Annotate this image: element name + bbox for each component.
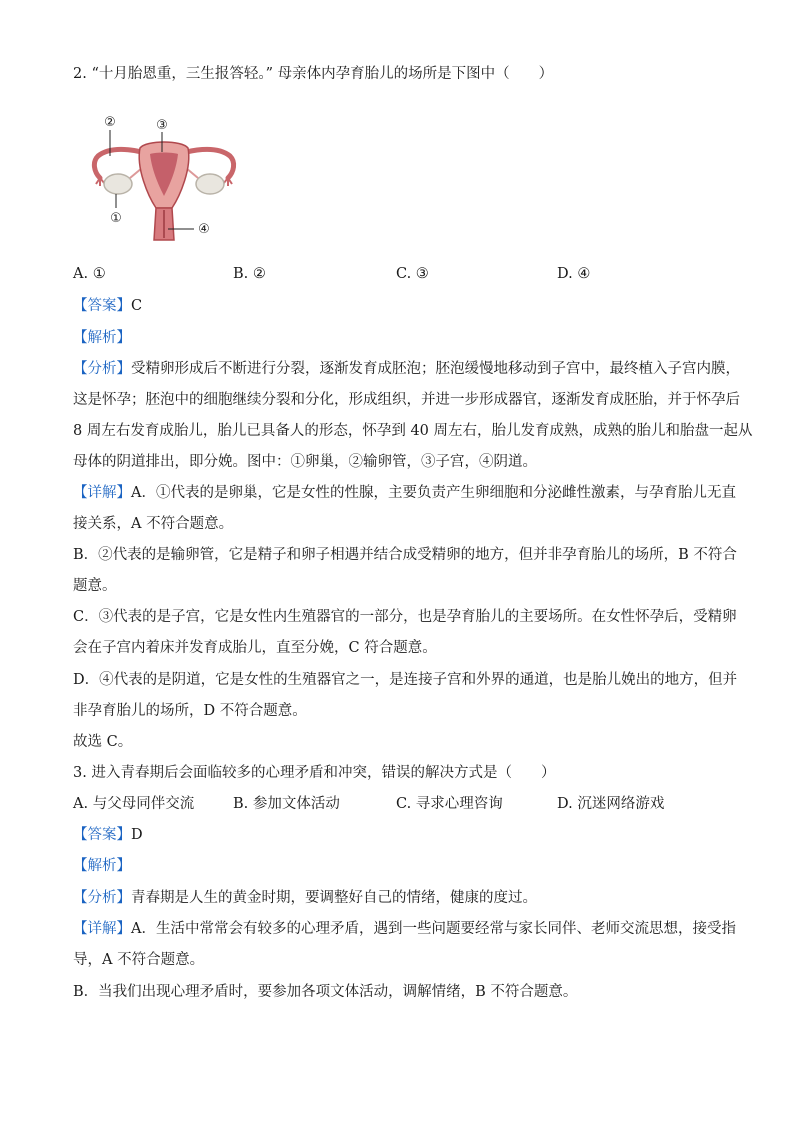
q3-option-d[interactable]: D. 沉迷网络游戏 [557, 796, 665, 812]
q2-detail-line-3: B．②代表的是输卵管，它是精子和卵子相遇并结合成受精卵的地方，但并非孕育胎儿的场所，B 不符合 [73, 547, 737, 563]
q2-analysis-line-1: 【分析】受精卵形成后不断进行分裂，逐渐发育成胚泡；胚泡缓慢地移动到子宫中，最终植入子宫内膜， [73, 361, 740, 377]
q2-analysis-heading: 【解析】 [73, 330, 131, 346]
reproductive-system-figure [84, 112, 244, 244]
detail-tag: 【详解】 [73, 485, 131, 501]
question-3-stem: 3. 进入青春期后会面临较多的心理矛盾和冲突，错误的解决方式是（ ） [73, 765, 556, 781]
q2-analysis-line-4: 母体的阴道排出，即分娩。图中：①卵巢，②输卵管，③子宫，④阴道。 [73, 454, 537, 470]
q2-option-b[interactable]: B. ② [233, 266, 266, 282]
q2-detail-line-7: D．④代表的是阴道，它是女性的生殖器官之一，是连接子宫和外界的通道，也是胎儿娩出的地方，但并 [73, 672, 738, 688]
q3-detail-line-3: B．当我们出现心理矛盾时，要参加各项文体活动，调解情绪，B 不符合题意。 [73, 984, 578, 1000]
label-3 [156, 118, 168, 133]
label-1 [110, 211, 122, 226]
q2-conclusion: 故选 C。 [73, 734, 133, 750]
q2-detail-line-5: C．③代表的是子宫，它是女性内生殖器官的一部分，也是孕育胎儿的主要场所。在女性怀孕后，受精卵 [73, 609, 737, 625]
q2-detail-line-8: 非孕育胎儿的场所，D 不符合题意。 [73, 703, 307, 719]
svg-text:①: ① [110, 211, 122, 226]
q2-analysis-line-2: 这是怀孕；胚泡中的细胞继续分裂和分化，形成组织，并进一步形成器官，逐渐发育成胚胎，并于怀孕后 [73, 392, 740, 408]
answer-tag: 【答案】 [73, 298, 131, 314]
q2-detail-line-4: 题意。 [73, 578, 117, 594]
svg-text:④: ④ [198, 222, 210, 237]
q2-option-a[interactable]: A. ① [73, 266, 106, 282]
q2-answer [73, 296, 734, 316]
label-2 [104, 115, 116, 130]
q2-analysis-line-3: 8 周左右发育成胎儿，胎儿已具备人的形态，怀孕到 40 周左右，胎儿发育成熟，成熟的胎儿和胎盘一起从 [73, 423, 753, 439]
svg-text:③: ③ [156, 118, 168, 133]
question-2-stem: 2. “十月胎恩重，三生报答轻。” 母亲体内孕育胎儿的场所是下图中（ ） [73, 66, 554, 82]
q3-detail-line-2: 导，A 不符合题意。 [73, 952, 205, 968]
q2-detail-line-2: 接关系，A 不符合题意。 [73, 516, 234, 532]
q3-detail-line-1: 【详解】A．生活中常常会有较多的心理矛盾，遇到一些问题要经常与家长同伴、老师交流思想，接受指 [73, 921, 736, 937]
svg-text:②: ② [104, 115, 116, 130]
label-4 [198, 222, 210, 237]
q3-answer: 【答案】D [73, 827, 143, 843]
q2-option-d[interactable]: D. ④ [557, 266, 591, 282]
q3-option-b[interactable]: B. 参加文体活动 [233, 796, 340, 812]
q2-detail-line-1: 【详解】A．①代表的是卵巢，它是女性的性腺，主要负责产生卵细胞和分泌雌性激素，与孕育胎儿无直 [73, 485, 736, 501]
q3-analysis-heading: 【解析】 [73, 858, 131, 874]
q2-detail-line-6: 会在子宫内着床并发育成胎儿，直至分娩，C 符合题意。 [73, 640, 437, 656]
ovary-right [196, 174, 224, 194]
analysis-tag: 【分析】 [73, 361, 131, 377]
answer-value: C [131, 298, 143, 314]
q3-option-c[interactable]: C. 寻求心理咨询 [396, 796, 503, 812]
q2-option-c[interactable]: C. ③ [396, 266, 429, 282]
q3-analysis: 【分析】青春期是人生的黄金时期，要调整好自己的情绪，健康的度过。 [73, 890, 537, 906]
ovary-left [104, 174, 132, 194]
q3-option-a[interactable]: A. 与父母同伴交流 [73, 796, 195, 812]
